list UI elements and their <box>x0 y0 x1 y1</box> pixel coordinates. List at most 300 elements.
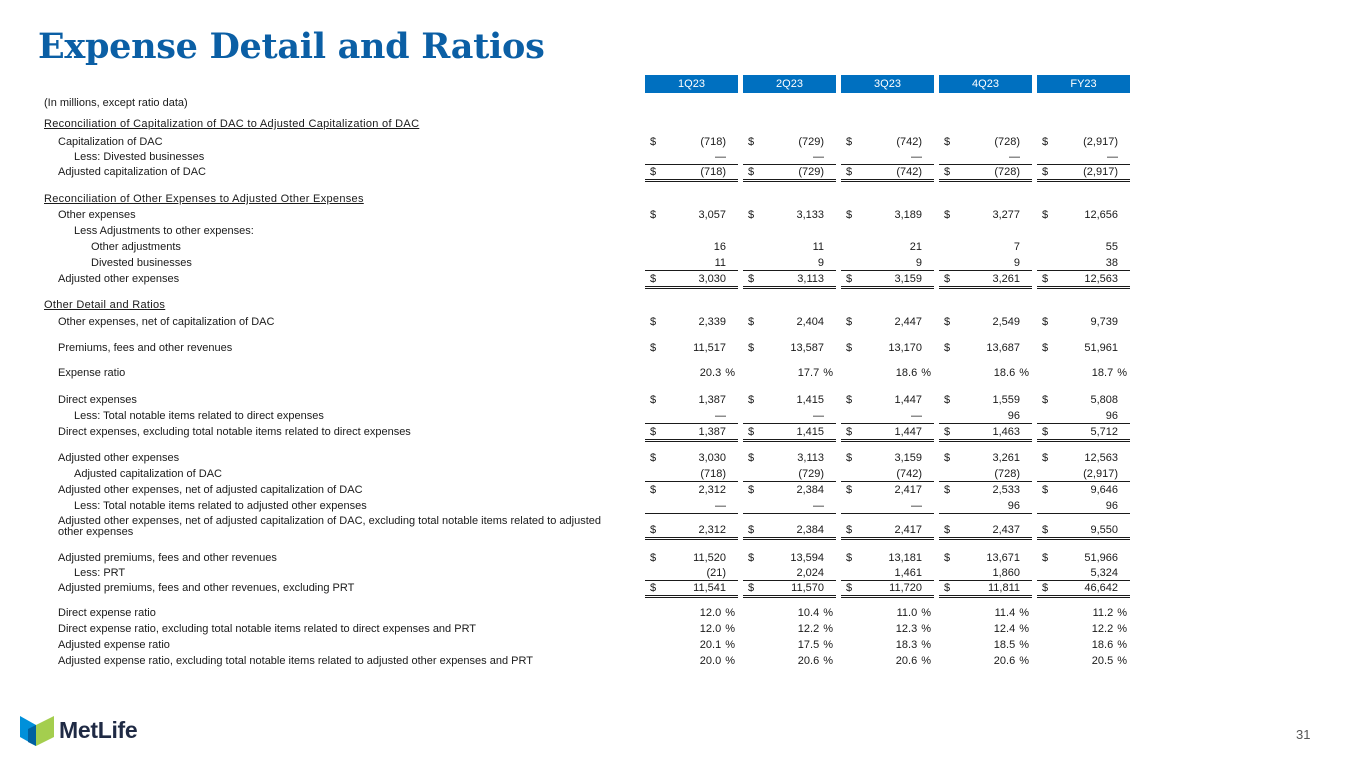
cell-value: 13,587 <box>790 342 824 354</box>
cell-value <box>700 655 735 668</box>
cell-value: 2,384 <box>796 524 824 536</box>
cell-value <box>896 639 931 652</box>
dollar-sign: $ <box>748 582 755 594</box>
value-cell <box>1037 567 1130 581</box>
dollar-sign: $ <box>944 524 951 536</box>
dollar-sign: $ <box>846 316 853 328</box>
dollar-sign: $ <box>748 524 755 536</box>
cell-value: 11 <box>812 241 824 253</box>
dollar-sign: $ <box>1042 582 1049 594</box>
cell-value <box>1092 639 1127 652</box>
cell-value: 46,642 <box>1084 582 1118 594</box>
cell-value: 1,461 <box>894 567 922 579</box>
brand-name: MetLife <box>59 717 138 743</box>
cell-value <box>798 607 833 620</box>
value-cell <box>645 166 738 182</box>
row-label: Other adjustments <box>91 241 181 253</box>
cell-value: — <box>911 410 922 422</box>
percent-value: 18.7 <box>1091 367 1114 379</box>
row-label: Adjusted capitalization of DAC <box>74 468 222 480</box>
cell-value: 55 <box>1105 241 1118 253</box>
value-cell <box>1037 468 1130 482</box>
dollar-sign: $ <box>650 524 657 536</box>
value-cell <box>939 484 1032 497</box>
value-cell <box>939 136 1032 149</box>
percent-sign: % <box>725 607 735 619</box>
dollar-sign: $ <box>846 452 853 464</box>
dollar-sign: $ <box>650 209 657 221</box>
value-cell <box>939 582 1032 598</box>
percent-sign: % <box>823 639 833 651</box>
dollar-sign: $ <box>748 452 755 464</box>
percent-sign: % <box>1019 655 1029 667</box>
cell-value: 3,277 <box>992 209 1020 221</box>
value-cell <box>743 342 836 355</box>
cell-value: 2,533 <box>992 484 1020 496</box>
value-cell <box>645 316 738 329</box>
value-cell <box>1037 582 1130 598</box>
value-cell <box>939 394 1032 407</box>
value-cell <box>841 623 934 636</box>
value-cell <box>743 655 836 668</box>
cell-value: 9 <box>915 257 922 269</box>
dollar-sign: $ <box>944 166 951 178</box>
value-cell <box>939 552 1032 565</box>
value-cell <box>939 273 1032 289</box>
value-cell <box>645 426 738 442</box>
cell-value: 9,550 <box>1090 524 1118 536</box>
dollar-sign: $ <box>650 484 657 496</box>
percent-value: 18.5 <box>993 639 1016 651</box>
value-cell <box>939 166 1032 182</box>
value-cell <box>841 209 934 222</box>
dollar-sign: $ <box>748 342 755 354</box>
value-cell <box>645 607 738 620</box>
row-label: Adjusted other expenses <box>58 273 180 285</box>
value-cell <box>1037 524 1130 540</box>
cell-value: 2,312 <box>698 484 726 496</box>
value-cell <box>939 426 1032 442</box>
value-cell <box>841 468 934 482</box>
cell-value <box>700 367 735 380</box>
section-heading: Other Detail and Ratios <box>44 299 166 311</box>
value-cell <box>1037 607 1130 620</box>
row-label: Direct expense ratio <box>58 607 156 619</box>
dollar-sign: $ <box>1042 273 1049 285</box>
cell-value: (2,917) <box>1083 468 1118 480</box>
cell-value: 3,261 <box>992 452 1020 464</box>
value-cell <box>841 151 934 165</box>
cell-value: 1,415 <box>796 394 824 406</box>
value-cell <box>1037 342 1130 355</box>
cell-value: 96 <box>1105 410 1118 422</box>
value-cell <box>645 273 738 289</box>
value-cell <box>1037 623 1130 636</box>
dollar-sign: $ <box>748 136 755 148</box>
dollar-sign: $ <box>650 552 657 564</box>
dollar-sign: $ <box>846 136 853 148</box>
cell-value: 9 <box>817 257 824 269</box>
cell-value: 38 <box>1105 257 1118 269</box>
value-cell <box>841 342 934 355</box>
cell-value: 96 <box>1007 500 1020 512</box>
value-cell <box>841 426 934 442</box>
dollar-sign: $ <box>748 484 755 496</box>
cell-value <box>896 367 931 380</box>
percent-value: 18.3 <box>895 639 918 651</box>
value-cell <box>1037 452 1130 465</box>
page-number: 31 <box>1296 727 1311 742</box>
value-cell <box>645 500 738 514</box>
value-cell <box>841 410 934 424</box>
value-cell <box>743 426 836 442</box>
cell-value <box>700 607 735 620</box>
row-label: Direct expense ratio, excluding total notable items related to direct expenses and PRT <box>58 623 477 635</box>
value-cell <box>743 552 836 565</box>
value-cell <box>645 241 738 254</box>
percent-sign: % <box>823 655 833 667</box>
cell-value: 2,447 <box>894 316 922 328</box>
cell-value: 13,687 <box>986 342 1020 354</box>
value-cell <box>743 484 836 497</box>
cell-value: 11,541 <box>693 582 726 594</box>
dollar-sign: $ <box>650 452 657 464</box>
dollar-sign: $ <box>944 316 951 328</box>
value-cell <box>939 623 1032 636</box>
value-cell <box>743 639 836 652</box>
cell-value: 2,549 <box>992 316 1020 328</box>
value-cell <box>939 410 1032 424</box>
column-header-2q23: 2Q23 <box>743 75 836 93</box>
value-cell <box>645 452 738 465</box>
value-cell <box>939 257 1032 271</box>
value-cell <box>1037 394 1130 407</box>
dollar-sign: $ <box>846 273 853 285</box>
value-cell <box>939 655 1032 668</box>
percent-value: 20.5 <box>1091 655 1114 667</box>
percent-value: 18.6 <box>1091 639 1114 651</box>
row-label: Divested businesses <box>91 257 192 269</box>
percent-sign: % <box>921 639 931 651</box>
row-label: Adjusted premiums, fees and other revenues, excluding PRT <box>58 582 355 594</box>
column-header-1q23: 1Q23 <box>645 75 738 93</box>
dollar-sign: $ <box>846 552 853 564</box>
cell-value: 1,447 <box>894 426 922 438</box>
dollar-sign: $ <box>1042 166 1049 178</box>
cell-value <box>896 623 931 636</box>
dollar-sign: $ <box>748 273 755 285</box>
cell-value: 1,387 <box>698 426 726 438</box>
dollar-sign: $ <box>846 209 853 221</box>
cell-value: — <box>715 151 726 163</box>
dollar-sign: $ <box>650 166 657 178</box>
page-title: Expense Detail and Ratios <box>38 26 545 67</box>
percent-sign: % <box>1019 623 1029 635</box>
cell-value: (728) <box>994 166 1020 178</box>
cell-value: (2,917) <box>1083 136 1118 148</box>
dollar-sign: $ <box>650 136 657 148</box>
percent-value: 11.4 <box>994 607 1016 619</box>
value-cell <box>743 607 836 620</box>
cell-value: (21) <box>706 567 726 579</box>
value-cell <box>841 484 934 497</box>
dollar-sign: $ <box>1042 426 1049 438</box>
cell-value <box>896 655 931 668</box>
dollar-sign: $ <box>944 452 951 464</box>
value-cell <box>645 257 738 271</box>
cell-value: 2,384 <box>796 484 824 496</box>
row-label: Direct expenses, excluding total notable items related to direct expenses <box>58 426 411 438</box>
cell-value: 1,447 <box>894 394 922 406</box>
value-cell <box>939 607 1032 620</box>
value-cell <box>1037 273 1130 289</box>
dollar-sign: $ <box>748 209 755 221</box>
dollar-sign: $ <box>1042 394 1049 406</box>
value-cell <box>1037 426 1130 442</box>
cell-value: 1,860 <box>992 567 1020 579</box>
dollar-sign: $ <box>944 582 951 594</box>
value-cell <box>743 410 836 424</box>
value-cell <box>841 655 934 668</box>
dollar-sign: $ <box>846 342 853 354</box>
dollar-sign: $ <box>846 426 853 438</box>
value-cell <box>1037 639 1130 652</box>
value-cell <box>645 582 738 598</box>
value-cell <box>841 582 934 598</box>
row-label: Premiums, fees and other revenues <box>58 342 233 354</box>
dollar-sign: $ <box>650 273 657 285</box>
value-cell <box>841 367 934 380</box>
percent-value: 10.4 <box>797 607 820 619</box>
dollar-sign: $ <box>650 316 657 328</box>
cell-value <box>994 655 1029 668</box>
dollar-sign: $ <box>650 342 657 354</box>
cell-value: (742) <box>896 136 922 148</box>
cell-value: 1,387 <box>698 394 726 406</box>
column-header-fy23: FY23 <box>1037 75 1130 93</box>
dollar-sign: $ <box>1042 552 1049 564</box>
percent-value: 20.3 <box>699 367 722 379</box>
value-cell <box>645 342 738 355</box>
cell-value: 7 <box>1013 241 1020 253</box>
cell-value: 3,030 <box>698 452 726 464</box>
cell-value <box>798 367 833 380</box>
dollar-sign: $ <box>748 426 755 438</box>
cell-value: 2,339 <box>698 316 726 328</box>
cell-value: (742) <box>896 166 922 178</box>
value-cell <box>841 136 934 149</box>
value-cell <box>1037 367 1130 380</box>
cell-value: 13,170 <box>888 342 922 354</box>
value-cell <box>939 316 1032 329</box>
percent-value: 12.0 <box>699 623 722 635</box>
cell-value: 13,671 <box>986 552 1020 564</box>
value-cell <box>1037 655 1130 668</box>
value-cell <box>939 241 1032 254</box>
cell-value: — <box>1009 151 1020 163</box>
row-label: Adjusted premiums, fees and other revenues <box>58 552 277 564</box>
percent-sign: % <box>1117 367 1127 379</box>
row-label: Less: Total notable items related to direct expenses <box>74 410 324 422</box>
dollar-sign: $ <box>944 273 951 285</box>
percent-sign: % <box>1019 607 1029 619</box>
percent-sign: % <box>1019 639 1029 651</box>
percent-sign: % <box>823 607 833 619</box>
value-cell <box>743 500 836 514</box>
column-header-3q23: 3Q23 <box>841 75 934 93</box>
value-cell <box>1037 257 1130 271</box>
value-cell <box>1037 500 1130 514</box>
percent-value: 20.6 <box>993 655 1016 667</box>
cell-value: (728) <box>994 136 1020 148</box>
value-cell <box>743 623 836 636</box>
section-heading: Reconciliation of Capitalization of DAC to Adjusted Capitalization of DAC <box>44 118 420 130</box>
value-cell <box>743 468 836 482</box>
value-cell <box>743 166 836 182</box>
percent-sign: % <box>921 367 931 379</box>
row-label: Adjusted other expenses, net of adjusted capitalization of DAC <box>58 484 363 496</box>
value-cell <box>743 273 836 289</box>
value-cell <box>1037 136 1130 149</box>
cell-value: — <box>813 151 824 163</box>
cell-value <box>994 367 1029 380</box>
dollar-sign: $ <box>846 394 853 406</box>
value-cell <box>1037 552 1130 565</box>
cell-value: 12,656 <box>1084 209 1118 221</box>
dollar-sign: $ <box>1042 342 1049 354</box>
value-cell <box>645 484 738 497</box>
value-cell <box>645 209 738 222</box>
value-cell <box>645 524 738 540</box>
percent-sign: % <box>725 655 735 667</box>
percent-value: 17.7 <box>797 367 820 379</box>
cell-value: 5,808 <box>1090 394 1118 406</box>
dollar-sign: $ <box>1042 452 1049 464</box>
cell-value <box>700 623 735 636</box>
row-label: Adjusted expense ratio <box>58 639 170 651</box>
cell-value <box>1092 367 1127 380</box>
value-cell <box>743 452 836 465</box>
cell-value: 3,261 <box>992 273 1020 285</box>
section-heading: Reconciliation of Other Expenses to Adjusted Other Expenses <box>44 193 364 205</box>
percent-sign: % <box>725 367 735 379</box>
value-cell <box>743 316 836 329</box>
dollar-sign: $ <box>944 136 951 148</box>
percent-sign: % <box>921 623 931 635</box>
cell-value: 2,404 <box>796 316 824 328</box>
value-cell <box>939 367 1032 380</box>
value-cell <box>645 655 738 668</box>
percent-sign: % <box>921 655 931 667</box>
value-cell <box>645 567 738 581</box>
cell-value: 3,159 <box>894 273 922 285</box>
value-cell <box>645 151 738 165</box>
dollar-sign: $ <box>846 166 853 178</box>
value-cell <box>939 500 1032 514</box>
percent-value: 20.6 <box>895 655 918 667</box>
percent-value: 11.2 <box>1092 607 1114 619</box>
percent-sign: % <box>823 367 833 379</box>
value-cell <box>841 273 934 289</box>
cell-value: 5,324 <box>1090 567 1118 579</box>
cell-value <box>798 655 833 668</box>
percent-sign: % <box>725 623 735 635</box>
value-cell <box>841 394 934 407</box>
cell-value: — <box>1107 151 1118 163</box>
value-cell <box>841 552 934 565</box>
cell-value: — <box>715 500 726 512</box>
value-cell <box>939 524 1032 540</box>
cell-value: (728) <box>994 468 1020 480</box>
dollar-sign: $ <box>650 582 657 594</box>
row-label: Capitalization of DAC <box>58 136 163 148</box>
value-cell <box>939 567 1032 581</box>
cell-value: 3,189 <box>894 209 922 221</box>
cell-value: 12,563 <box>1084 273 1118 285</box>
value-cell <box>939 639 1032 652</box>
cell-value <box>1092 623 1127 636</box>
value-cell <box>645 394 738 407</box>
dollar-sign: $ <box>1042 209 1049 221</box>
value-cell <box>743 567 836 581</box>
cell-value: 21 <box>909 241 922 253</box>
dollar-sign: $ <box>650 426 657 438</box>
cell-value <box>700 639 735 652</box>
value-cell <box>1037 241 1130 254</box>
value-cell <box>645 136 738 149</box>
value-cell <box>841 607 934 620</box>
value-cell <box>939 342 1032 355</box>
percent-value: 12.2 <box>797 623 820 635</box>
dollar-sign: $ <box>944 426 951 438</box>
percent-value: 18.6 <box>993 367 1016 379</box>
cell-value: (742) <box>896 468 922 480</box>
cell-value: 1,415 <box>796 426 824 438</box>
value-cell <box>743 582 836 598</box>
value-cell <box>743 209 836 222</box>
value-cell <box>939 468 1032 482</box>
row-label: Other expenses, net of capitalization of DAC <box>58 316 275 328</box>
value-cell <box>939 151 1032 165</box>
dollar-sign: $ <box>748 166 755 178</box>
value-cell <box>743 524 836 540</box>
cell-value: 9,646 <box>1090 484 1118 496</box>
value-cell <box>1037 151 1130 165</box>
row-label: Less: Divested businesses <box>74 151 205 163</box>
percent-sign: % <box>1019 367 1029 379</box>
value-cell <box>841 241 934 254</box>
value-cell <box>841 452 934 465</box>
cell-value: — <box>813 410 824 422</box>
cell-value <box>1093 607 1127 620</box>
dollar-sign: $ <box>944 484 951 496</box>
value-cell <box>841 257 934 271</box>
value-cell <box>743 151 836 165</box>
dollar-sign: $ <box>748 316 755 328</box>
value-cell <box>645 639 738 652</box>
value-cell <box>841 500 934 514</box>
cell-value <box>995 607 1029 620</box>
cell-value: 11,811 <box>987 582 1020 594</box>
value-cell <box>645 623 738 636</box>
cell-value: (718) <box>700 136 726 148</box>
cell-value: 9 <box>1013 257 1020 269</box>
column-header-4q23: 4Q23 <box>939 75 1032 93</box>
cell-value: 2,437 <box>992 524 1020 536</box>
cell-value <box>994 623 1029 636</box>
cell-value <box>1092 655 1127 668</box>
cell-value: 1,559 <box>992 394 1020 406</box>
